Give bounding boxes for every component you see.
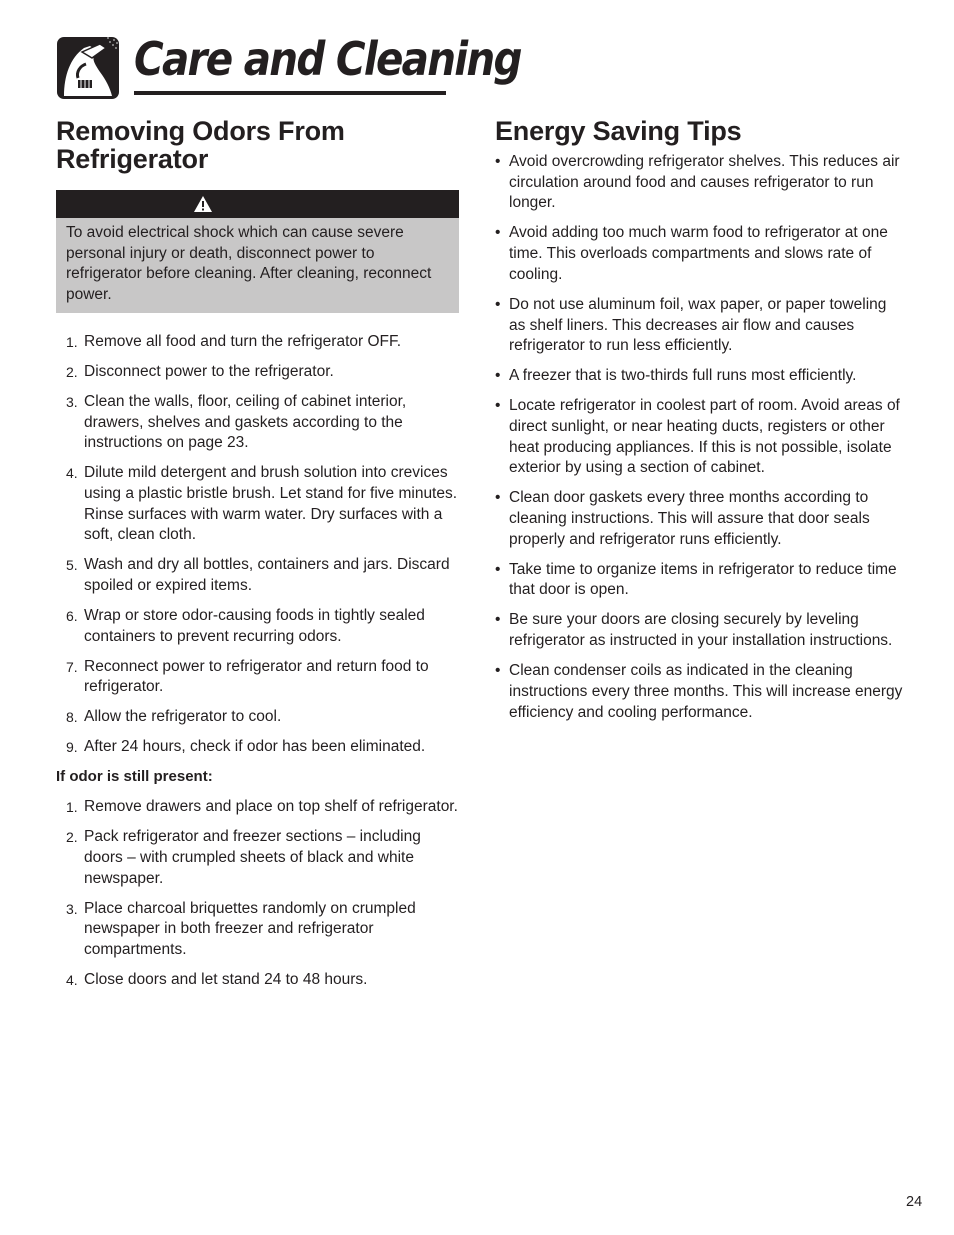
step-text: Disconnect power to the refrigerator. bbox=[84, 362, 334, 380]
warning-text: To avoid electrical shock which can cause severe personal injury or death, disconnect power to refrigerator before cleaning. After cleaning, reconnect power. bbox=[56, 218, 459, 313]
bullet: • bbox=[495, 560, 501, 578]
step-number: 1. bbox=[66, 799, 78, 816]
step-number: 3. bbox=[66, 393, 78, 410]
list-item bbox=[56, 899, 460, 961]
step-number: 2. bbox=[66, 829, 78, 846]
list-item bbox=[56, 555, 460, 596]
title-underline bbox=[134, 91, 446, 95]
step-number: 7. bbox=[66, 658, 78, 675]
step-number: 3. bbox=[66, 900, 78, 917]
page-header bbox=[56, 32, 521, 100]
list-item bbox=[56, 970, 460, 991]
removing-odors-section bbox=[56, 117, 460, 1000]
list-item bbox=[56, 737, 460, 758]
bullet: • bbox=[495, 662, 501, 680]
tip-text: Locate refrigerator in coolest part of room. Avoid areas of direct sunlight, or near heating ducts, registers or other heat producing appliances. If this is not possible, isolate exterior by using a section of cabinet. bbox=[509, 397, 900, 477]
spray-bottle-icon bbox=[56, 36, 120, 100]
tip-text: Avoid overcrowding refrigerator shelves. This reduces air circulation around food and causes refrigerator to run longer. bbox=[509, 153, 900, 212]
list-item bbox=[56, 463, 460, 546]
list-item bbox=[495, 661, 905, 723]
step-text: After 24 hours, check if odor has been eliminated. bbox=[84, 738, 426, 756]
list-item bbox=[56, 606, 460, 647]
step-text: Wrap or store odor-causing foods in tightly sealed containers to prevent recurring odors. bbox=[84, 607, 425, 645]
step-text: Remove all food and turn the refrigerator OFF. bbox=[84, 332, 402, 350]
step-number: 4. bbox=[66, 465, 78, 482]
list-item bbox=[56, 362, 460, 383]
list-item bbox=[495, 223, 905, 285]
step-number: 5. bbox=[66, 557, 78, 574]
bullet: • bbox=[495, 489, 501, 507]
warning-bar bbox=[56, 190, 459, 218]
list-item bbox=[56, 657, 460, 698]
list-item bbox=[495, 152, 905, 214]
tip-text: Clean door gaskets every three months according to cleaning instructions. This will assure that door seals properly and refrigerator runs efficiently. bbox=[509, 489, 870, 548]
odor-removal-steps bbox=[56, 332, 460, 758]
tip-text: A freezer that is two-thirds full runs most efficiently. bbox=[509, 367, 857, 385]
odor-still-present-subhead: If odor is still present: bbox=[56, 768, 213, 786]
step-number: 9. bbox=[66, 739, 78, 756]
energy-saving-heading: Energy Saving Tips bbox=[495, 116, 742, 146]
odor-still-present-steps bbox=[56, 797, 460, 991]
tip-text: Be sure your doors are closing securely by leveling refrigerator as instructed in your installation instructions. bbox=[509, 611, 893, 650]
bullet: • bbox=[495, 397, 501, 415]
tip-text: Clean condenser coils as indicated in the cleaning instructions every three months. This will increase energy efficiency and cooling performance. bbox=[509, 662, 903, 721]
step-text: Place charcoal briquettes randomly on crumpled newspaper in both freezer and refrigerator compartments. bbox=[84, 899, 416, 958]
step-number: 4. bbox=[66, 971, 78, 988]
step-text: Wash and dry all bottles, containers and jars. Discard spoiled or expired items. bbox=[84, 556, 450, 595]
step-number: 2. bbox=[66, 363, 78, 380]
list-item bbox=[495, 295, 905, 357]
list-item bbox=[56, 827, 460, 889]
warning-box bbox=[56, 190, 459, 313]
list-item bbox=[56, 797, 460, 818]
list-item bbox=[495, 560, 905, 601]
step-number: 1. bbox=[66, 333, 78, 350]
step-text: Pack refrigerator and freezer sections – including doors – with crumpled sheets of black and white newspaper. bbox=[84, 828, 421, 887]
list-item bbox=[495, 610, 905, 651]
tip-text: Avoid adding too much warm food to refrigerator at one time. This overloads compartments and slows rate of cooling. bbox=[509, 224, 888, 283]
bullet: • bbox=[495, 611, 501, 629]
step-text: Close doors and let stand 24 to 48 hours. bbox=[84, 970, 368, 988]
list-item bbox=[56, 332, 460, 353]
energy-saving-tips-list bbox=[495, 152, 905, 723]
list-item bbox=[495, 396, 905, 479]
warning-triangle-icon bbox=[193, 195, 213, 213]
list-item bbox=[56, 392, 460, 454]
energy-saving-section bbox=[495, 117, 905, 733]
step-number: 8. bbox=[66, 709, 78, 726]
bullet: • bbox=[495, 224, 501, 242]
bullet: • bbox=[495, 367, 501, 385]
step-text: Allow the refrigerator to cool. bbox=[84, 708, 282, 726]
list-item bbox=[495, 488, 905, 550]
step-text: Remove drawers and place on top shelf of refrigerator. bbox=[84, 798, 458, 816]
removing-odors-heading: Removing Odors From Refrigerator bbox=[56, 116, 345, 174]
step-number: 6. bbox=[66, 608, 78, 625]
list-item bbox=[56, 707, 460, 728]
page-title: Care and Cleaning bbox=[134, 32, 521, 86]
bullet: • bbox=[495, 295, 501, 313]
step-text: Reconnect power to refrigerator and return food to refrigerator. bbox=[84, 657, 429, 696]
tip-text: Take time to organize items in refrigerator to reduce time that door is open. bbox=[509, 560, 897, 599]
step-text: Dilute mild detergent and brush solution into crevices using a plastic bristle brush. Let stand for five minutes. Rinse surfaces with warm water. Dry surfaces with a soft, clean cloth. bbox=[84, 464, 458, 544]
tip-text: Do not use aluminum foil, wax paper, or paper toweling as shelf liners. This decreases air flow and causes refrigerator to run less efficiently. bbox=[509, 295, 887, 355]
step-text: Clean the walls, floor, ceiling of cabinet interior, drawers, shelves and gaskets according to the instructions on page 23. bbox=[84, 392, 407, 452]
bullet: • bbox=[495, 153, 501, 170]
page-number: 24 bbox=[906, 1194, 923, 1210]
list-item bbox=[495, 366, 905, 387]
